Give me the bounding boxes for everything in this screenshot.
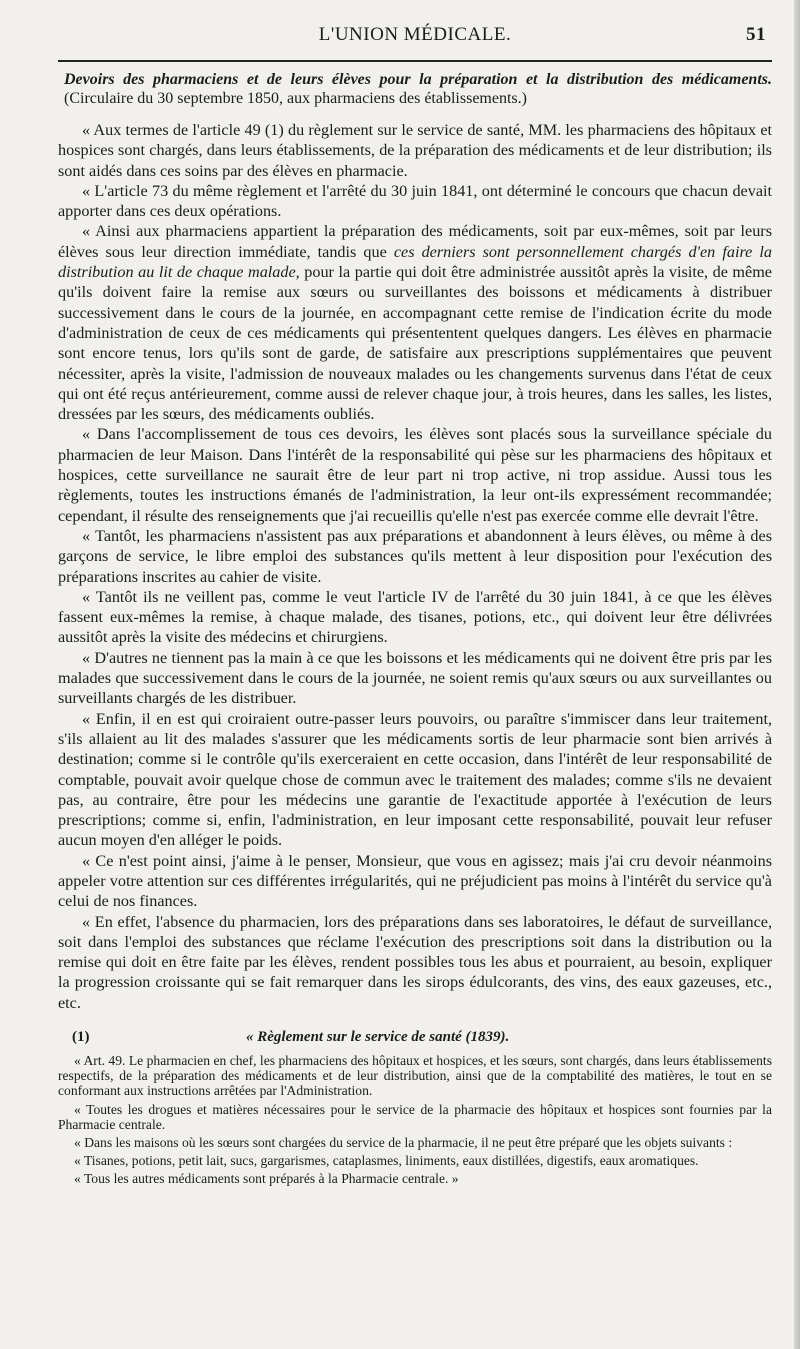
paragraph-italic-text: ces derniers sont personnellement chargés d'en faire la distribution au lit de chaque malade, <box>58 242 772 282</box>
section-heading-italic: Devoirs des pharmaciens et de leurs élèves pour la préparation et la distribution des médicaments. <box>64 71 772 88</box>
paragraph: « Ce n'est point ainsi, j'aime à le penser, Monsieur, que vous en agissez; mais j'ai cru devoir néanmoins appeler votre attention sur ces différentes irrégularités, qui ne préjudicient pas moins à l'intérêt du service qu'à celui de nos finances. <box>58 851 772 911</box>
footnote-block <box>58 1053 772 1187</box>
header-rule <box>58 60 772 62</box>
footnote-item: « Toutes les drogues et matières nécessaires pour le service de la pharmacie des hôpitaux et hospices sont fournies par la Pharmacie centrale. <box>58 1101 772 1132</box>
footnote-item: « Tisanes, potions, petit lait, sucs, gargarismes, cataplasmes, liniments, eaux distillées, digestifs, eaux aromatiques. <box>74 1153 699 1169</box>
section-heading-roman: (Circulaire du 30 septembre 1850, aux pharmaciens des établissements.) <box>64 90 527 107</box>
scan-edge <box>794 0 800 1349</box>
paragraph-text: « Ainsi aux pharmaciens appartient la préparation des médicaments, soit par eux-mêmes, soit par leurs élèves sous leur direction immédiate, tandis que <box>58 222 772 261</box>
paragraph-text: pour la partie qui doit être administrée aussitôt après la visite, de même qu'ils doivent faire la remise aux sœurs ou surveillantes des boissons et médicaments à distribuer successivement dans le cours de la journée, en accompagnant cette remise de l'indication écrite du mode d'administration de ceux de ces médicaments qui présententent quelques dangers. Les élèves en pharmacie sont encore tenus, lors qu'ils sont de garde, de satisfaire aux prescriptions supplémentaires que peuvent nécessiter, après la visite, l'admission de nouveaux malades ou les changements survenus dans l'état de ceux qui ont été reçus antérieurement, comme aussi de relever chaque jour, à trois heures, dans les salles, les listes, dressées par les sœurs, des médicaments oubliés. <box>58 263 772 424</box>
paragraph: « Dans l'accomplissement de tous ces devoirs, les élèves sont placés sous la surveillance spéciale du pharmacien de leur Maison. Dans l'intérêt de la responsabilité qui pèse sur les pharmaciens des hôpitaux et hospices, cette surveillance ne saurait être de leur part ni trop active, ni trop assidue. Aussi tous les règlements, toutes les instructions émanés de l'administration, la leur ont-ils expressément recommandée; cependant, il résulte des renseignements que j'ai recueillis qu'elle n'est pas exercée comme elle devrait l'être. <box>58 425 772 525</box>
paragraph: « D'autres ne tiennent pas la main à ce que les boissons et les médicaments qui ne doivent être pris par les malades que successivement dans le cours de la journée, ne soient remis qu'aux sœurs ou aux surveillantes ou surveillants chargés de les distribuer. <box>58 648 772 708</box>
paragraph <box>58 221 772 424</box>
paragraph: « Tantôt, les pharmaciens n'assistent pas aux préparations et abandonnent à leurs élèves, ou même à des garçons de service, le libre emploi des substances qu'ils mettent à leur disposition pour l'exécution des préparations inscrites au cahier de visite. <box>58 526 772 586</box>
page-header <box>58 18 772 58</box>
paragraph: « L'article 73 du même règlement et l'arrêté du 30 juin 1841, ont déterminé le concours que chacun devait apporter dans ces deux opérations. <box>58 181 772 221</box>
footnote-item: « Art. 49. Le pharmacien en chef, les pharmaciens des hôpitaux et hospices, et les sœurs, sont chargés, dans leurs établissements respectifs, de la préparation des médicaments et de leur distribution, ainsi que de la comptabilité des matières, le tout en se conformant aux instructions arrêtées par l'Administration. <box>58 1053 772 1099</box>
footnote-caption: « Règlement sur le service de santé (1839). <box>246 1029 510 1046</box>
footnote-item: « Dans les maisons où les sœurs sont chargées du service de la pharmacie, il ne peut être préparé que les objets suivants : <box>74 1135 733 1151</box>
footnote-heading <box>58 1029 772 1047</box>
paragraph: « En effet, l'absence du pharmacien, lors des préparations dans ses laboratoires, le défaut de surveillance, soit dans l'emploi des substances que réclame l'exécution des prescriptions soit dans la distribution ou la remise qui doit en être faite par les élèves, rendent possibles tous les abus et pourraient, au besoin, expliquer la progression croissante qui se fait remarquer dans les sirops édulcorants, des vins, des eaux gazeuses, etc., etc. <box>58 912 772 1012</box>
footnote-item: « Tous les autres médicaments sont préparés à la Pharmacie centrale. » <box>74 1171 459 1187</box>
footnote-mark: (1) <box>72 1029 90 1046</box>
page-number: 51 <box>746 24 766 45</box>
paragraph: « Aux termes de l'article 49 (1) du règlement sur le service de santé, MM. les pharmaciens des hôpitaux et hospices sont chargés, dans leurs établissements, de la préparation des médicaments et de leur distribution; ils sont aidés dans ces soins par des élèves en pharmacie. <box>58 121 772 180</box>
paragraph: « Enfin, il en est qui croiraient outre-passer leurs pouvoirs, ou paraître s'immiscer dans leur traitement, s'ils allaient au lit des malades s'assurer que les médicaments sortis de leur pharmacie sont bien arrivés à destination; comme si le contrôle qu'ils exerceraient en cette occasion, dans l'intérêt de leur responsabilité de comptable, pouvait avoir quelque chose de commun avec le traitement des malades; comme s'ils ne devaient pas, au contraire, être pour les médecins une garantie de l'exactitude apportée à l'exécution de leurs prescriptions; comme si, enfin, l'administration, en leur imposant cette responsabilité, pouvait leur refuser aucun moyen d'en alléger le poids. <box>58 709 772 850</box>
paragraph: « Tantôt ils ne veillent pas, comme le veut l'article IV de l'arrêté du 30 juin 1841, à ce que les élèves fassent eux-mêmes la remise, à chaque malade, des tisanes, potions, etc., qui doivent leur être délivrées aussitôt après la visite des médecins et chirurgiens. <box>58 587 772 647</box>
section-heading <box>58 70 772 108</box>
running-title: L'UNION MÉDICALE. <box>318 24 512 45</box>
article-body <box>58 120 772 1013</box>
